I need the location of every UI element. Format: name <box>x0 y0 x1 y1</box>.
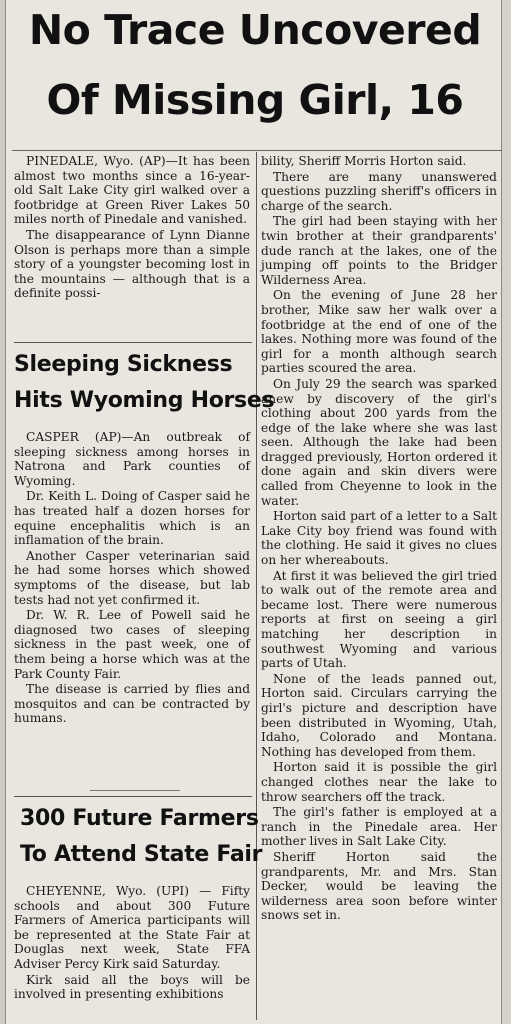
story3-headline-line-1: 300 Future Farmers <box>20 806 259 831</box>
main-headline-line-2: Of Missing Girl, 16 <box>46 76 464 124</box>
main-story-paragraph: Horton said it is possible the girl changed clothes near the lake to throw searchers off the track. <box>261 760 497 804</box>
main-story-paragraph: On July 29 the search was sparked anew by discovery of the girl's clothing about 200 yards from the edge of the lake where she was last seen. Although the lake had been dragged previously, Horton ordered it done again and skin divers were called from Cheyenne to look in the water. <box>261 376 497 508</box>
story3-paragraph: Kirk said all the boys will be involved in presenting exhibitions <box>14 972 250 1002</box>
story-separator-short <box>90 790 180 791</box>
story2-paragraph: CASPER (AP)—An outbreak of sleeping sickness among horses in Natrona and Park counties of Wyoming. <box>14 430 250 488</box>
main-story-right-column <box>261 154 497 924</box>
main-story-paragraph: Sheriff Horton said the grandparents, Mr. and Mrs. Stan Decker, would be leaving the wilderness area soon before winter snows set in. <box>261 849 497 923</box>
adjacent-column-edge-right <box>501 0 511 1024</box>
main-story-left-column <box>14 154 250 302</box>
story3-paragraph: CHEYENNE, Wyo. (UPI) — Fifty schools and about 300 Future Farmers of America participants will be represented at the State Fair at Douglas next week, State FFA Adviser Percy Kirk said Saturday. <box>14 884 250 971</box>
main-story-paragraph: None of the leads panned out, Horton said. Circulars carrying the girl's picture and description have been distributed in Wyoming, Utah, Idaho, Colorado and Montana. Nothing has developed from them. <box>261 671 497 759</box>
story-separator <box>14 342 252 343</box>
story2-paragraph: The disease is carried by flies and mosquitos and can be contracted by humans. <box>14 682 250 726</box>
main-headline-line-1: No Trace Uncovered <box>28 6 482 54</box>
main-story-paragraph: The girl had been staying with her twin brother at their grandparents' dude ranch at the lakes, one of the jumping off points to the Bridger Wilderness Area. <box>261 214 497 287</box>
main-story-paragraph: At first it was believed the girl tried to walk out of the remote area and became lost. There were numerous reports at first on seeing a girl matching her description in southwest Wyoming and various parts of Utah. <box>261 568 497 671</box>
story-separator <box>14 796 252 797</box>
story2-paragraph: Another Casper veterinarian said he had some horses which showed symptoms of the disease, but lab tests had not yet confirmed it. <box>14 548 250 607</box>
story2-headline-line-2: Hits Wyoming Horses <box>14 388 275 413</box>
adjacent-column-edge-left <box>0 0 6 1024</box>
column-rule <box>256 152 257 1020</box>
story3-headline-line-2: To Attend State Fair <box>20 842 263 867</box>
story2-paragraph: Dr. Keith L. Doing of Casper said he has treated half a dozen horses for equine encephalitis which is an inflamation of the brain. <box>14 489 250 548</box>
main-story-paragraph: PINEDALE, Wyo. (AP)—It has been almost two months since a 16-year-old Salt Lake City girl walked over a footbridge at Green River Lakes 50 miles north of Pinedale and vanished. <box>14 154 250 227</box>
main-story-paragraph: The disappearance of Lynn Dianne Olson is perhaps more than a simple story of a youngster becoming lost in the mountains — although that is a definite possi- <box>14 227 250 301</box>
main-story-paragraph: On the evening of June 28 her brother, Mike saw her walk over a footbridge at the end of one of the lakes. Nothing more was found of the girl for a month although search parties scoured the area. <box>261 288 497 376</box>
main-story-paragraph: The girl's father is employed at a ranch in the Pinedale area. Her mother lives in Salt Lake City. <box>261 805 497 849</box>
main-story-paragraph: There are many unanswered questions puzzling sheriff's officers in charge of the search. <box>261 169 497 213</box>
headline-rule <box>12 150 502 151</box>
main-story-paragraph: bility, Sheriff Morris Horton said. <box>261 154 467 168</box>
story3-body <box>14 884 250 1003</box>
story2-body <box>14 430 250 727</box>
story2-headline-line-1: Sleeping Sickness <box>14 352 233 377</box>
story2-paragraph: Dr. W. R. Lee of Powell said he diagnosed two cases of sleeping sickness in the past week, one of them being a horse which was at the Park County Fair. <box>14 608 250 681</box>
main-story-paragraph: Horton said part of a letter to a Salt Lake City boy friend was found with the clothing. He said it gives no clues on her whereabouts. <box>261 509 497 568</box>
